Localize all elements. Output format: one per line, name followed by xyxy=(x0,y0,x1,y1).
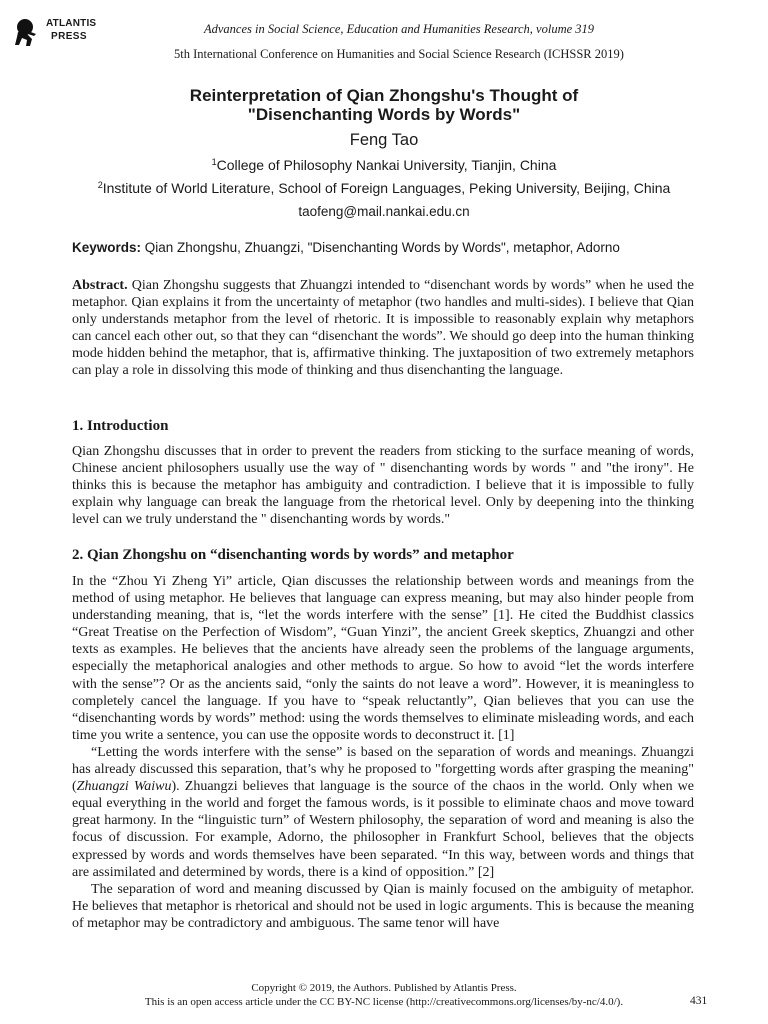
paragraph xyxy=(72,744,694,881)
abstract-text: Qian Zhongshu suggests that Zhuangzi intended to “disenchant words by words” when he used the metaphor. Qian explains it from the uncertainty of metaphor (two handles and multi-sides). I believe that Qian only understands metaphor from the level of rhetoric. It is impossible to reasonably explain why metaphors can cancel each other out, so that they can “disenchant the words”. We should go deep into the human thinking mode hidden behind the metaphor, that is, affirmative thinking. The juxtaposition of two extremely metaphors can play a role in dissolving this mode of thinking and thus disenchanting the language. xyxy=(72,278,694,379)
paragraph: Qian Zhongshu discusses that in order to prevent the readers from sticking to the surface meaning of words, Chinese ancient philosophers usually use the way of " disenchanting words by words " and "the irony". He thinks this is because the metaphor has ambiguity and contradiction. I believe that it is impossible to fully explain why language can break the language from the rhetorical level. Only by deepening into the thinking level can we truly understand the " disenchanting words by words." xyxy=(72,444,694,528)
section-heading-introduction: 1. Introduction xyxy=(72,418,169,434)
copyright-notice: Copyright © 2019, the Authors. Published by Atlantis Press. xyxy=(251,982,517,994)
keywords xyxy=(72,240,712,255)
cited-work: Zhuangzi Waiwu xyxy=(76,779,172,795)
affiliation-2-marker: 2 xyxy=(97,180,103,190)
journal-header: Advances in Social Science, Education and Humanities Research, volume 319 xyxy=(203,22,595,36)
license-notice: This is an open access article under the CC BY-NC license (http://creativecommons.org/licenses/by-nc/4.0/). xyxy=(144,996,624,1008)
paragraph: In the “Zhou Yi Zheng Yi” article, Qian discusses the relationship between words and meanings from the method of using metaphor. He believes that language can express meaning, but may also hinder people from understanding meaning, that is, “let the words interfere with the sense” [1]. He cited the Buddhist classics “Great Treatise on the Perfection of Wisdom”, “Guan Yinzi”, the ancient Greek skeptics, Zhuangzi and other texts as examples. He believes that the ancients have already seen the problems of the language arguments, especially the metaphorical analogies and other methods to argue. So how to avoid “let the words interfere with the sense”? Or as the ancients said, “only the saints do not leave a word”. However, it is meaningless to completely cancel the language. If you have to “speak reluctantly”, Qian believes that you can use the “disenchanting words by words” method: using the words themselves to eliminate misleading words, and each time you write a sentence, you can use the opposite words to deconstruct it. [1] xyxy=(72,574,694,743)
affiliation-2 xyxy=(0,180,768,196)
paragraph-text: “Letting the words interfere with the sense” is based on the separation of words and meanings. Zhuangzi has already discussed this separation, that’s why he proposed to "forgetting words after grasping the meaning" ( xyxy=(72,744,694,795)
abstract-label: Abstract. xyxy=(72,278,128,293)
keywords-label: Keywords: xyxy=(72,240,142,255)
section-heading-metaphor: 2. Qian Zhongshu on “disenchanting words by words” and metaphor xyxy=(72,547,514,563)
paper-title xyxy=(0,86,768,124)
conference-header: 5th International Conference on Humanities and Social Science Research (ICHSSR 2019) xyxy=(174,47,624,61)
paragraph: The separation of word and meaning discussed by Qian is mainly focused on the ambiguity of metaphor. He believes that metaphor is rhetorical and should not be used in logic arguments. This is because the meaning of metaphor may be contradictory and ambiguous. The same tenor will have xyxy=(72,881,694,931)
affiliation-1-marker: 1 xyxy=(211,157,217,167)
affiliation-2-text: Institute of World Literature, School of Foreign Languages, Peking University, Beijing, China xyxy=(102,180,671,196)
publisher-name-line1: ATLANTIS xyxy=(46,18,97,29)
publisher-name-line2: PRESS xyxy=(51,31,87,42)
author-name: Feng Tao xyxy=(349,131,419,149)
title-line-1: Reinterpretation of Qian Zhongshu's Thought of xyxy=(189,86,579,105)
introduction-body xyxy=(72,443,694,528)
page-number: 431 xyxy=(690,995,708,1007)
affiliation-1-text: College of Philosophy Nankai University, Tianjin, China xyxy=(216,157,557,173)
abstract xyxy=(72,277,694,380)
section-2-body xyxy=(72,573,694,932)
author-email[interactable]: taofeng@mail.nankai.edu.cn xyxy=(298,204,470,219)
keywords-text: Qian Zhongshu, Zhuangzi, "Disenchanting Words by Words", metaphor, Adorno xyxy=(141,240,620,255)
paragraph-text: ). Zhuangzi believes that language is the source of the chaos in the world. Only when we equal everything in the world and forget the famous words, is it possible to eliminate chaos and move toward great harmony. In the “linguistic turn” of Western philosophy, the separation of word and meaning is also the focus of discussion. For example, Adorno, the philosopher in Frankfurt School, believes that the objects expressed by words and words themselves have been separated. “In this way, between words and things that are assimilated and determined by words, there is a kind of opposition.” [2] xyxy=(72,779,694,880)
affiliation-1 xyxy=(0,157,768,173)
title-line-2: "Disenchanting Words by Words" xyxy=(247,105,521,124)
